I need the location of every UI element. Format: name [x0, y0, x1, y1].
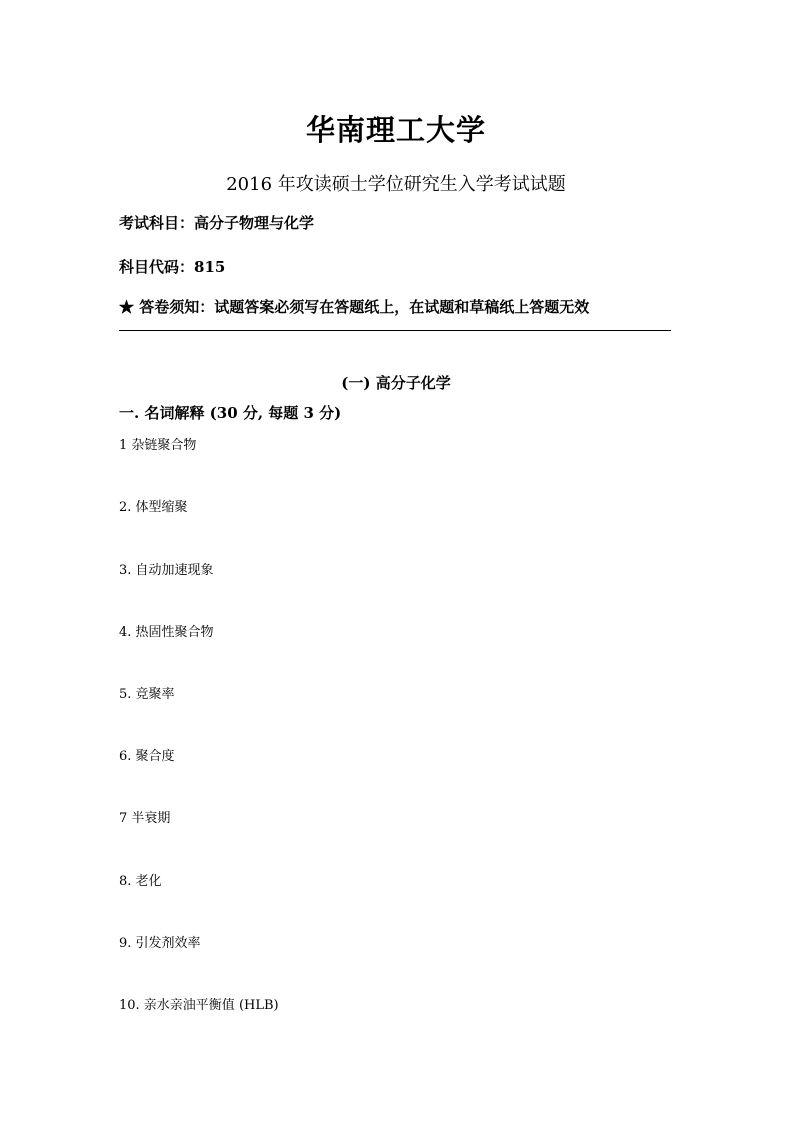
- question-item: 4. 热固性聚合物: [119, 625, 214, 640]
- question-item: 3. 自动加速现象: [119, 563, 214, 578]
- question-item: 8. 老化: [119, 874, 162, 889]
- part-heading: 一. 名词解释 (30 分, 每题 3 分): [119, 404, 342, 422]
- question-item: 10. 亲水亲油平衡值 (HLB): [119, 998, 279, 1013]
- question-item: 7 半衰期: [119, 811, 171, 826]
- subject-code: 科目代码：815: [119, 258, 226, 276]
- question-item: 9. 引发剂效率: [119, 936, 201, 951]
- answer-notice: ★ 答卷须知：试题答案必须写在答题纸上，在试题和草稿纸上答题无效: [119, 298, 590, 316]
- question-item: 1 杂链聚合物: [119, 438, 197, 453]
- university-title: 华南理工大学: [305, 113, 486, 147]
- exam-title: 2016 年攻读硕士学位研究生入学考试试题: [226, 174, 566, 195]
- question-item: 6. 聚合度: [119, 749, 175, 764]
- question-item: 2. 体型缩聚: [119, 500, 188, 515]
- exam-subject: 考试科目：高分子物理与化学: [119, 214, 315, 232]
- header-divider: [119, 330, 671, 331]
- question-item: 5. 竞聚率: [119, 687, 175, 702]
- section-title: (一) 高分子化学: [341, 374, 451, 392]
